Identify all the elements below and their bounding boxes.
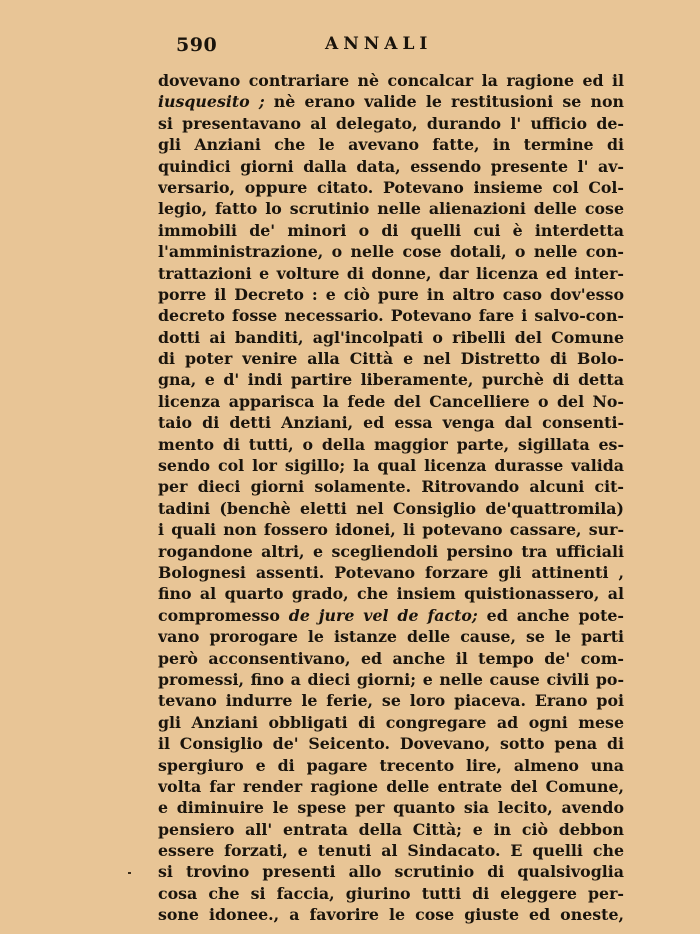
text-line xyxy=(158,412,624,433)
text-line xyxy=(158,626,624,647)
text-run: dotti ai banditi, agl'incolpati o ribelli del Comune xyxy=(158,327,624,347)
text-run: si presentavano al delegato, durando l' ufficio de- xyxy=(158,113,624,133)
text-run: i quali non fossero idonei, li potevano cassare, sur- xyxy=(158,520,624,540)
text-run: immobili de' minori o di quelli cui è interdetta xyxy=(158,220,624,240)
text-run: tadini (benchè eletti nel Consiglio de'quattromila) xyxy=(158,498,624,518)
text-line xyxy=(158,284,624,305)
text-line xyxy=(158,156,624,177)
text-line xyxy=(158,712,624,733)
text-line xyxy=(158,263,624,284)
text-run: essere forzati, e tenuti al Sindacato. E quelli che xyxy=(158,841,624,861)
text-line xyxy=(158,648,624,669)
text-line xyxy=(158,690,624,711)
text-run: spergiuro e di pagare trecento lire, almeno una xyxy=(158,755,624,775)
margin-mark xyxy=(128,872,131,874)
text-line xyxy=(158,562,624,583)
text-line xyxy=(158,198,624,219)
text-line xyxy=(158,327,624,348)
body-text xyxy=(158,70,624,926)
text-run: decreto fosse necessario. Potevano fare i salvo-con- xyxy=(158,306,624,326)
text-line xyxy=(158,519,624,540)
text-line xyxy=(158,776,624,797)
text-run: Bolognesi assenti. Potevano forzare gli attinenti , xyxy=(158,562,624,582)
text-line xyxy=(158,348,624,369)
text-run: vano prorogare le istanze delle cause, se le parti xyxy=(158,627,624,647)
text-line xyxy=(158,91,624,112)
text-line xyxy=(158,755,624,776)
text-line xyxy=(158,819,624,840)
text-run: l'amministrazione, o nelle cose dotali, o nelle con- xyxy=(158,242,624,262)
text-line xyxy=(158,177,624,198)
text-line xyxy=(158,904,624,925)
text-line xyxy=(158,498,624,519)
text-line xyxy=(158,541,624,562)
italic-phrase: de jure vel de facto; xyxy=(288,605,478,625)
text-run: gli Anziani che le avevano fatte, in termine di xyxy=(158,135,624,155)
text-run: nè erano valide le restitusioni se non xyxy=(264,92,624,112)
text-line xyxy=(158,476,624,497)
running-head: ANNALI xyxy=(325,34,433,54)
text-line xyxy=(158,134,624,155)
text-run: cosa che si faccia, giurino tutti di eleggere per- xyxy=(158,883,624,903)
text-line xyxy=(158,861,624,882)
text-line xyxy=(158,220,624,241)
text-run: compromesso xyxy=(158,605,289,625)
text-line xyxy=(158,434,624,455)
text-line xyxy=(158,583,624,604)
text-line xyxy=(158,369,624,390)
page-number: 590 xyxy=(176,34,218,56)
text-run: licenza apparisca la fede del Cancelliere o del No- xyxy=(158,391,624,411)
text-run: porre il Decreto : e ciò pure in altro caso dov'esso xyxy=(158,284,624,304)
text-line xyxy=(158,70,624,91)
italic-phrase: iusquesito ; xyxy=(158,92,265,112)
text-line xyxy=(158,797,624,818)
text-run: per dieci giorni solamente. Ritrovando alcuni cit- xyxy=(158,477,624,497)
text-run: si trovino presenti allo scrutinio di qualsivoglia xyxy=(158,862,624,882)
text-run: tevano indurre le ferie, se loro piaceva. Erano poi xyxy=(158,691,624,711)
text-run: quindici giorni dalla data, essendo presente l' av- xyxy=(158,156,624,176)
text-line xyxy=(158,605,624,626)
text-run: il Consiglio de' Seicento. Dovevano, sotto pena di xyxy=(158,734,624,754)
text-run: gna, e d' indi partire liberamente, purchè di detta xyxy=(158,370,624,390)
text-run: pensiero all' entrata della Città; e in ciò debbon xyxy=(158,819,624,839)
text-line xyxy=(158,241,624,262)
text-run: fino al quarto grado, che insiem quistionassero, al xyxy=(158,584,624,604)
text-run: promessi, fino a dieci giorni; e nelle cause civili po- xyxy=(158,669,624,689)
text-line xyxy=(158,455,624,476)
text-run: mento di tutti, o della maggior parte, sigillata es- xyxy=(158,434,624,454)
text-run: rogandone altri, e scegliendoli persino tra ufficiali xyxy=(158,541,624,561)
text-run: e diminuire le spese per quanto sia lecito, avendo xyxy=(158,798,624,818)
text-line xyxy=(158,883,624,904)
text-run: sendo col lor sigillo; la qual licenza durasse valida xyxy=(158,456,624,476)
text-run: legio, fatto lo scrutinio nelle alienazioni delle cose xyxy=(158,199,624,219)
text-run: volta far render ragione delle entrate del Comune, xyxy=(158,776,624,796)
text-line xyxy=(158,840,624,861)
text-run: di poter venire alla Città e nel Distretto di Bolo- xyxy=(158,349,624,369)
text-line xyxy=(158,305,624,326)
text-run: ed anche pote- xyxy=(477,605,624,625)
text-line xyxy=(158,113,624,134)
text-line xyxy=(158,733,624,754)
text-line xyxy=(158,391,624,412)
text-run: trattazioni e volture di donne, dar licenza ed inter- xyxy=(158,263,624,283)
text-run: dovevano contrariare nè concalcar la ragione ed il xyxy=(158,71,624,90)
text-run: versario, oppure citato. Potevano insieme col Col- xyxy=(158,177,624,197)
text-run: taio di detti Anziani, ed essa venga dal consenti- xyxy=(158,413,624,433)
text-run: sone idonee., a favorire le cose giuste ed oneste, xyxy=(158,905,624,925)
text-run: gli Anziani obbligati di congregare ad ogni mese xyxy=(158,712,624,732)
text-run: però acconsentivano, ed anche il tempo de' com- xyxy=(158,648,624,668)
text-line xyxy=(158,669,624,690)
